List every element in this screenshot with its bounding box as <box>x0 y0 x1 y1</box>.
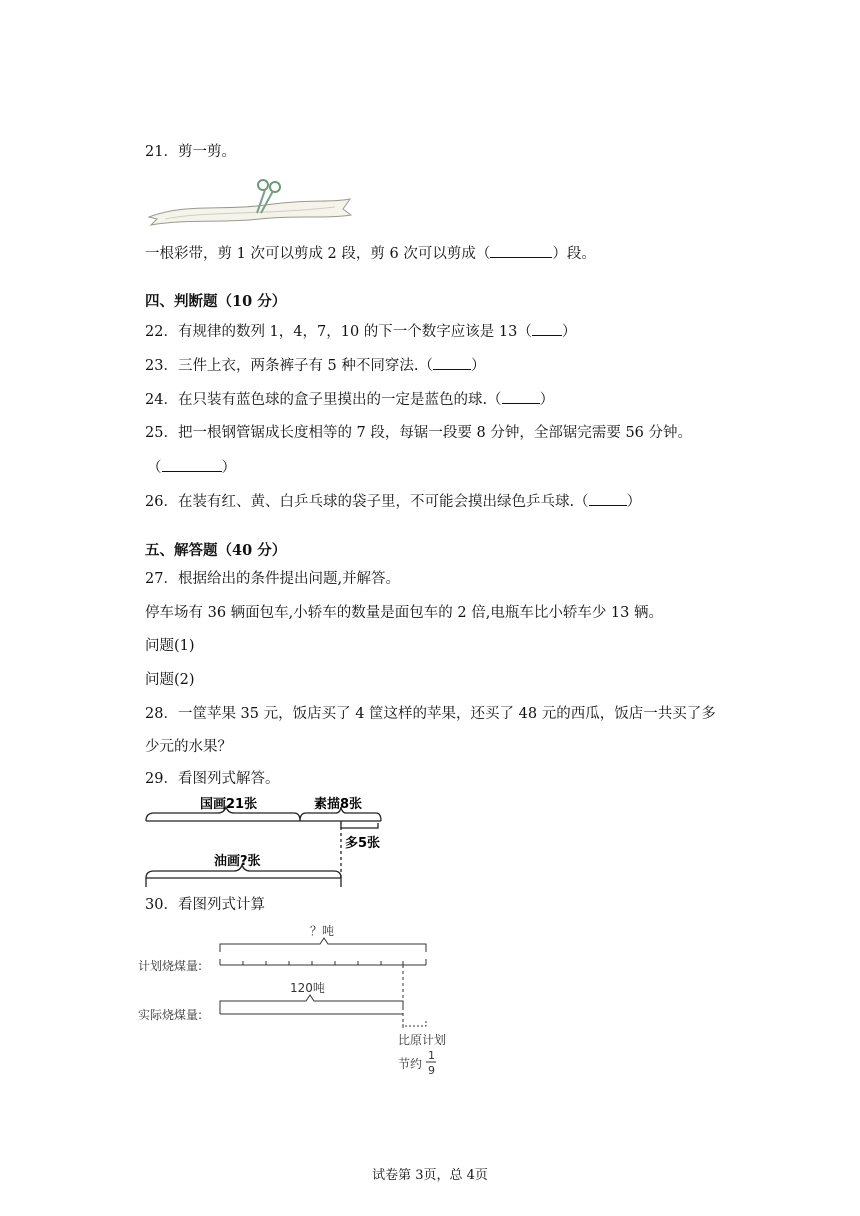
q28-line2: 少元的水果？ <box>145 739 232 755</box>
label-total: ？吨 <box>310 924 335 938</box>
q22 <box>145 322 576 341</box>
q26 <box>145 492 641 511</box>
q23-text: 23．三件上衣，两条裤子有 5 种不同穿法.（ <box>145 358 434 374</box>
q23-close: ） <box>471 358 486 374</box>
q23-answer-blank[interactable] <box>433 356 471 370</box>
q25-close: ） <box>221 460 236 476</box>
q25-answer-blank[interactable] <box>162 458 222 472</box>
label-plan: 计划烧煤量: <box>138 959 203 973</box>
q26-answer-blank[interactable] <box>589 492 627 506</box>
q22-close: ） <box>561 324 577 340</box>
section4-heading: 四、判断题（10 分） <box>145 293 287 310</box>
q25-text: 25．把一根钢管锯成长度相等的 7 段，每锯一段要 8 分钟，全部锯完需要 56 分钟。 <box>145 425 693 441</box>
label-actual: 实际烧煤量: <box>138 1008 203 1022</box>
q24-text: 24．在只装有蓝色球的盒子里摸出的一定是蓝色的球.（ <box>145 392 502 408</box>
label-guohua: 国画21张 <box>200 797 258 812</box>
fraction-denominator: 9 <box>428 1064 435 1077</box>
label-save-line2: 节约 <box>398 1057 423 1071</box>
q30-title: 30．看图列式计算 <box>145 897 265 913</box>
actual-brace <box>220 995 403 1008</box>
q24-answer-blank[interactable] <box>502 390 540 404</box>
page-footer: 试卷第 3页，总 4页 <box>372 1168 488 1183</box>
q28-line1: 28．一筐苹果 35 元，饭店买了 4 筐这样的苹果，还买了 48 元的西瓜，饭店一共买了多 <box>145 706 716 722</box>
fraction-numerator: 1 <box>428 1049 435 1062</box>
q21-answer-blank[interactable] <box>490 244 552 258</box>
label-120: 120吨 <box>290 981 325 995</box>
section5-heading: 五、解答题（40 分） <box>145 542 287 559</box>
q21-text <box>145 244 596 263</box>
q26-close: ） <box>626 494 642 510</box>
q27-title: 27．根据给出的条件提出问题,并解答。 <box>145 571 401 587</box>
q22-text: 22．有规律的数列 1，4，7，10 的下一个数字应该是 13（ <box>145 324 532 340</box>
q30-bar-diagram <box>138 920 458 1085</box>
total-brace <box>220 938 426 952</box>
ribbon-scissors-illustration <box>145 175 355 230</box>
q21-text-before: 一根彩带，剪 1 次可以剪成 2 段，剪 6 次可以剪成（ <box>145 246 491 262</box>
q23 <box>145 356 486 375</box>
label-duo: 多5张 <box>345 836 381 851</box>
q27-question2: 问题(2) <box>145 672 195 688</box>
q22-answer-blank[interactable] <box>532 322 562 336</box>
label-sumiao: 素描8张 <box>314 797 363 812</box>
q25-answer <box>147 458 236 477</box>
q21-text-after: ）段。 <box>552 246 596 262</box>
label-save-line1: 比原计划 <box>398 1033 447 1047</box>
q24 <box>145 390 554 409</box>
q29-bar-diagram <box>140 795 390 887</box>
q25-open: （ <box>147 460 162 476</box>
label-youhua: 油画?张 <box>214 854 261 869</box>
q27-question1: 问题(1) <box>145 638 195 654</box>
duo-brace <box>341 823 378 828</box>
q27-body: 停车场有 36 辆面包车,小轿车的数量是面包车的 2 倍,电瓶车比小轿车少 13 辆。 <box>145 605 663 621</box>
save-brace <box>403 1020 426 1026</box>
q21-title: 21．剪一剪。 <box>145 144 236 160</box>
q29-title: 29．看图列式解答。 <box>145 771 280 787</box>
q24-close: ） <box>539 392 555 408</box>
youhua-bracket <box>146 878 341 887</box>
q26-text: 26．在装有红、黄、白乒乓球的袋子里，不可能会摸出绿色乒乓球.（ <box>145 494 589 510</box>
